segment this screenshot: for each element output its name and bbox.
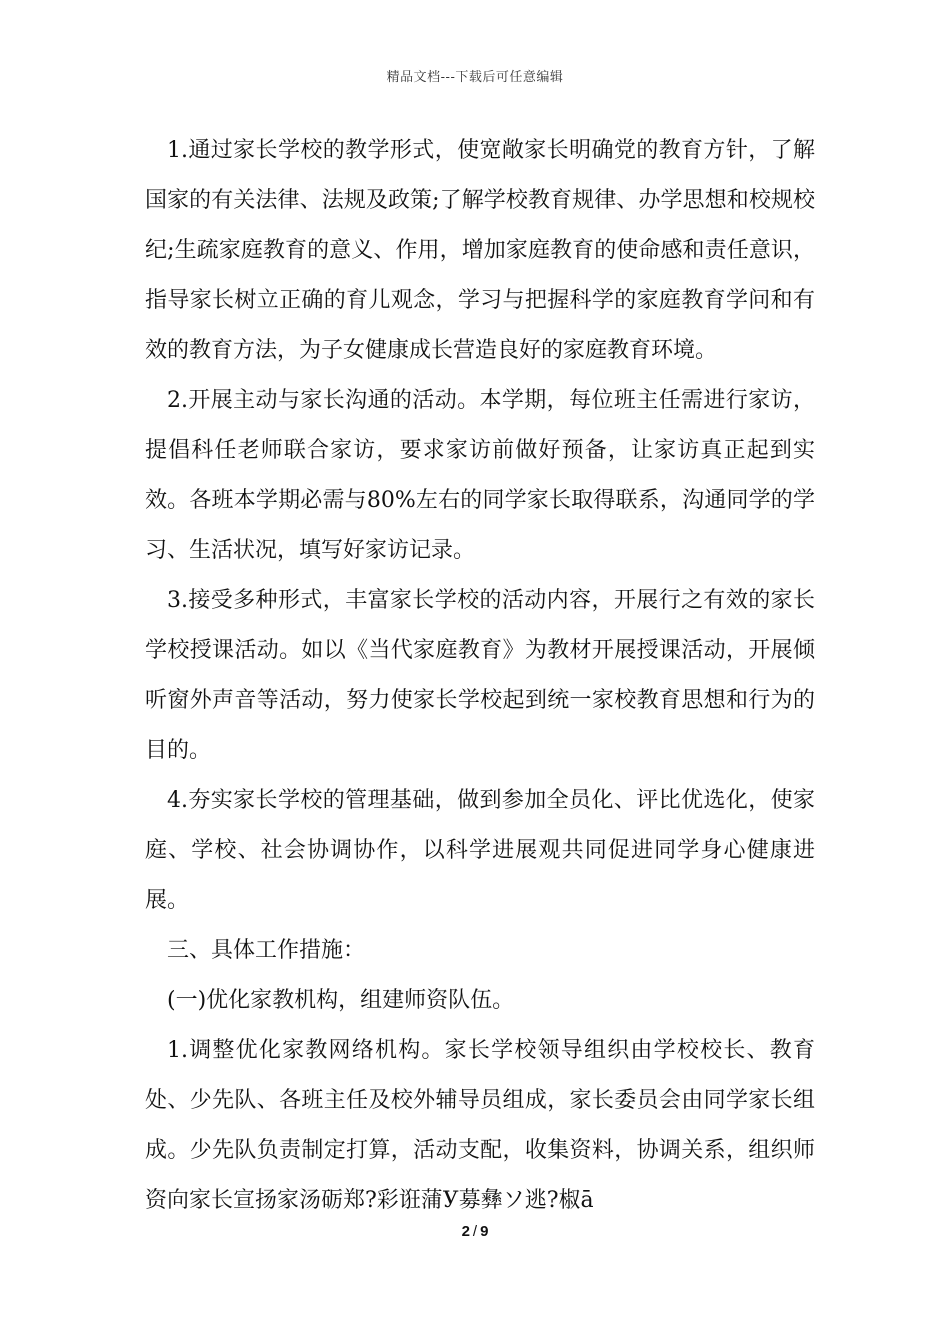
section-heading-measures: 三、具体工作措施： — [167, 938, 366, 963]
paragraph-goal-1: 1.通过家长学校的教学形式，使宽敞家长明确党的教育方针，了解国家的有关法律、法规及政策;了解学校教育规律、办学思想和校规校纪;生疏家庭教育的意义、作用，增加家庭教育的使命感和责任意识，指导家长树立正确的育儿观念，学习与把握科学的家庭教育学问和有效的教育方法，为子女健康成长营造良好的家庭教育环境。 — [145, 138, 815, 363]
paragraph-goal-3: 3.接受多种形式，丰富家长学校的活动内容，开展行之有效的家长学校授课活动。如以《当代家庭教育》为教材开展授课活动，开展倾听窗外声音等活动，努力使家长学校起到统一家校教育思想和行为的目的。 — [145, 588, 815, 763]
document-body — [145, 126, 815, 1226]
total-page-count: 9 — [480, 1223, 489, 1240]
page-number — [0, 1223, 950, 1240]
subsection-heading-1: (一)优化家教机构，组建师资队伍。 — [167, 988, 515, 1013]
paragraph-goal-4: 4.夯实家长学校的管理基础，做到参加全员化、评比优选化，使家庭、学校、社会协调协作，以科学进展观共同促进同学身心健康进展。 — [145, 788, 815, 913]
page-separator: / — [472, 1223, 478, 1240]
paragraph-measure-1: 1.调整优化家教网络机构。家长学校领导组织由学校校长、教育处、少先队、各班主任及校外辅导员组成，家长委员会由同学家长组成。少先队负责制定打算，活动支配，收集资料，协调关系，组织师资向家长宣扬家汤砺郑?彩诳蒲У募彝ソ逃?椒ā — [145, 1038, 815, 1213]
page-header: 精品文档---下载后可任意编辑 — [386, 70, 564, 85]
current-page-number: 2 — [461, 1223, 470, 1240]
paragraph-goal-2: 2.开展主动与家长沟通的活动。本学期，每位班主任需进行家访，提倡科任老师联合家访，要求家访前做好预备，让家访真正起到实效。各班本学期必需与80%左右的同学家长取得联系，沟通同学的学习、生活状况，填写好家访记录。 — [145, 388, 815, 563]
